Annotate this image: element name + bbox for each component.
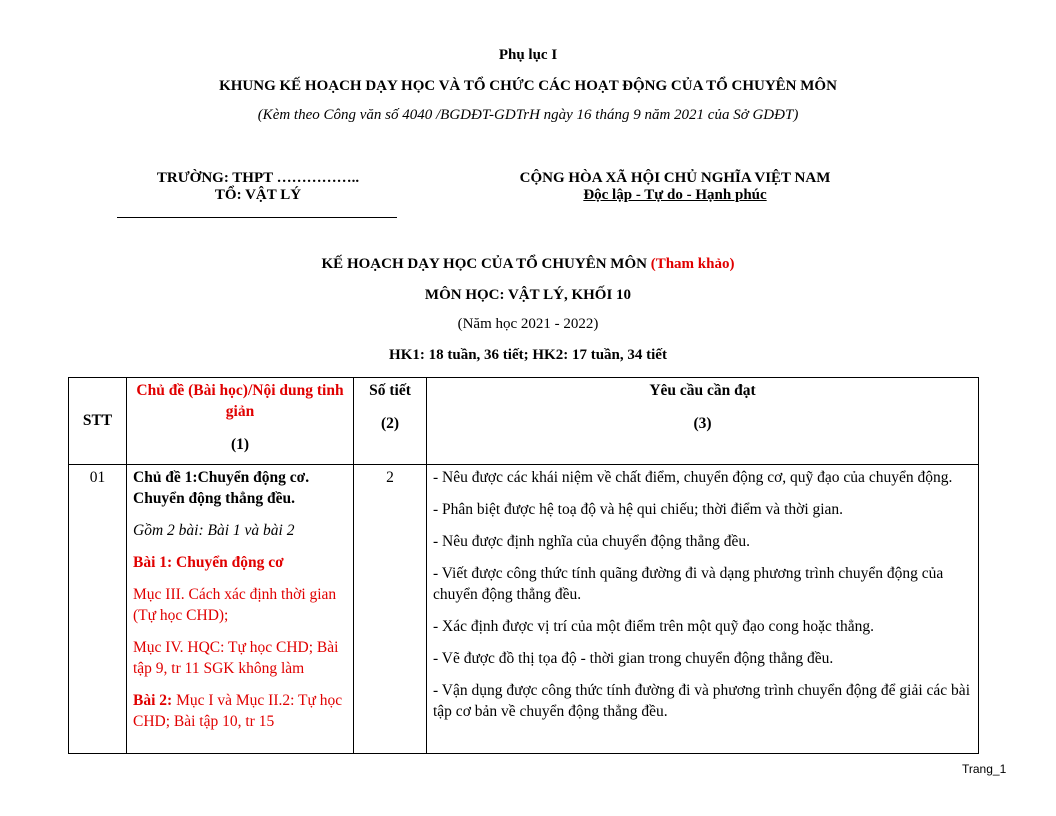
lesson-1-item-3: Mục III. Cách xác định thời gian (Tự học CHD); [133, 586, 337, 624]
header-requirements [427, 378, 979, 465]
header-periods [354, 378, 427, 465]
row-stt: 01 [69, 465, 127, 754]
reference-tag: (Tham khảo) [650, 256, 735, 272]
topic-includes: Gồm 2 bài: Bài 1 và bài 2 [133, 522, 295, 539]
table-row [69, 465, 979, 754]
row-periods: 2 [354, 465, 427, 754]
table-header-row [69, 378, 979, 465]
requirement-item: - Phân biệt được hệ toạ độ và hệ qui chiếu; thời điểm và thời gian. [433, 501, 844, 518]
school-block [118, 170, 398, 204]
lesson-2-text: Mục I và Mục II.2: Tự học CHD; Bài tập 10, tr 15 [133, 692, 343, 730]
requirement-item: - Xác định được vị trí của một điểm trên một quỹ đạo cong hoặc thẳng. [433, 618, 875, 635]
row-requirements [427, 465, 979, 754]
header-periods-number: (2) [380, 415, 400, 432]
requirement-item: - Vẽ được đồ thị tọa độ - thời gian trong chuyển động thẳng đều. [433, 650, 834, 667]
school-year: (Năm học 2021 - 2022) [457, 316, 599, 332]
header-topic [127, 378, 354, 465]
school-divider [117, 217, 397, 218]
plan-table [68, 377, 979, 754]
lesson-2-label: Bài 2: [133, 692, 173, 709]
requirement-item: - Nêu được định nghĩa của chuyển động thẳng đều. [433, 533, 751, 550]
document-title: KHUNG KẾ HOẠCH DẠY HỌC VÀ TỔ CHỨC CÁC HOẠT ĐỘNG CỦA TỔ CHUYÊN MÔN [219, 78, 837, 94]
header-topic-number: (1) [230, 436, 250, 453]
national-motto: Độc lập - Tự do - Hạnh phúc [583, 187, 767, 203]
requirement-item: - Nêu được các khái niệm về chất điểm, chuyển động cơ, quỹ đạo của chuyển động. [433, 469, 953, 486]
topic-title: Chủ đề 1:Chuyển động cơ. Chuyển động thẳng đều. [133, 469, 310, 507]
republic-name: CỘNG HÒA XÃ HỘI CHỦ NGHĨA VIỆT NAM [519, 170, 831, 186]
lesson-1-title: Bài 1: Chuyển động cơ [133, 554, 284, 571]
header-requirements-label: Yêu cầu cần đạt [649, 382, 756, 399]
header-periods-label: Số tiết [369, 382, 411, 399]
semester-summary: HK1: 18 tuần, 36 tiết; HK2: 17 tuần, 34 tiết [389, 347, 667, 363]
department-name: TỔ: VẬT LÝ [214, 187, 302, 203]
header-requirements-number: (3) [693, 415, 712, 432]
school-name: TRƯỜNG: THPT …………….. [156, 170, 360, 186]
plan-title-text: KẾ HOẠCH DẠY HỌC CỦA TỔ CHUYÊN MÔN [321, 256, 647, 272]
appendix-label: Phụ lục I [498, 47, 558, 63]
requirement-item: - Viết được công thức tính quãng đường đi và dạng phương trình chuyển động của chuyển động thẳng đều. [433, 565, 944, 603]
subject-line: MÔN HỌC: VẬT LÝ, KHỐI 10 [424, 287, 632, 303]
lesson-1-item-4: Mục IV. HQC: Tự học CHD; Bài tập 9, tr 11 SGK không làm [133, 639, 339, 677]
header-topic-label: Chủ đề (Bài học)/Nội dung tinh giản [136, 382, 344, 420]
header-stt: STT [69, 378, 127, 465]
requirement-item: - Vận dụng được công thức tính đường đi và phương trình chuyển động để giải các bài tập cơ bản về chuyển động thẳng đều. [433, 682, 970, 720]
plan-title [0, 256, 1056, 273]
dispatch-reference: (Kèm theo Công văn số 4040 /BGDĐT-GDTrH ngày 16 tháng 9 năm 2021 của Sở GDĐT) [257, 107, 799, 123]
republic-block [480, 170, 870, 204]
page-number: Trang_1 [962, 762, 1007, 776]
row-topic [127, 465, 354, 754]
lesson-2-note [133, 690, 349, 732]
